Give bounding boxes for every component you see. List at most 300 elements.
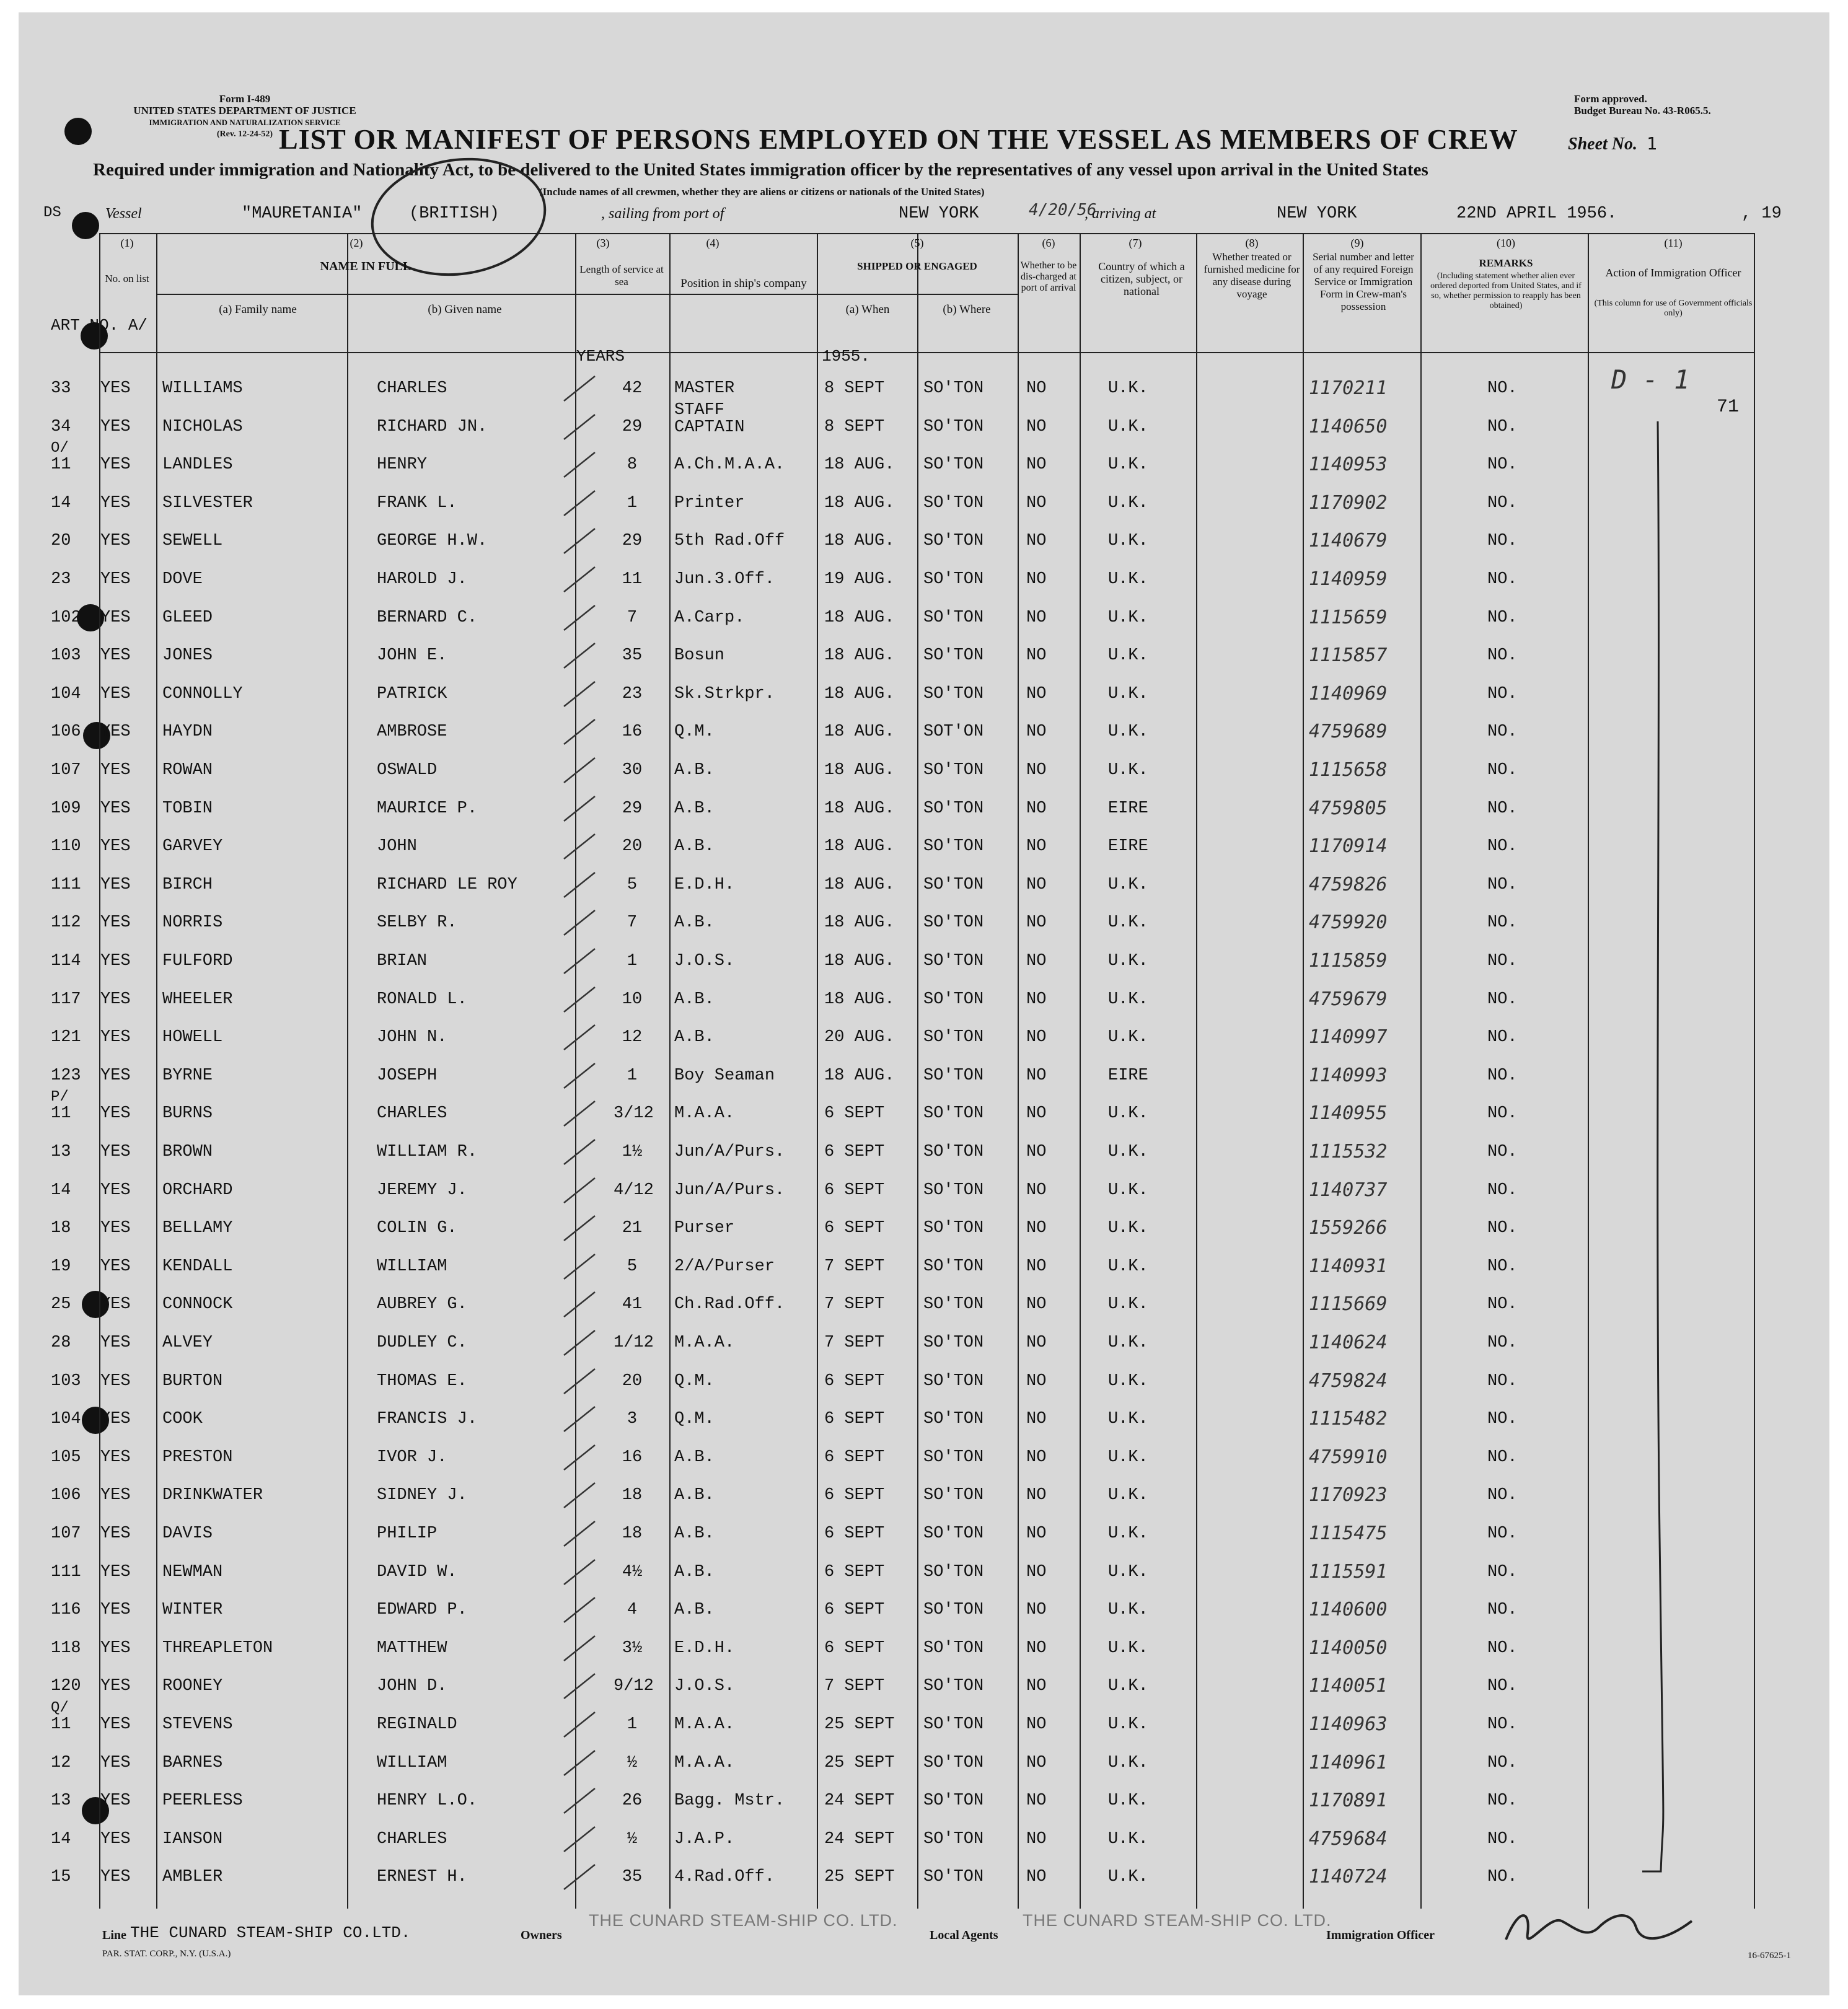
cell-length: 7: [627, 608, 638, 627]
sheet-number-block: [1568, 133, 1657, 154]
cell-where: SO'TON: [923, 1104, 984, 1123]
cell-given: CHARLES: [377, 1104, 447, 1123]
cell-serial: 1140737: [1309, 1179, 1388, 1201]
cell-remarks: NO.: [1487, 875, 1518, 894]
cell-serial: 1140050: [1309, 1637, 1388, 1659]
cell-serial: 1140961: [1309, 1751, 1388, 1774]
table-row: [19, 379, 1816, 404]
cell-disch: NO: [1026, 1180, 1047, 1200]
cell-family: KENDALL: [162, 1257, 233, 1276]
cell-given: WILLIAM: [377, 1257, 447, 1276]
cell-serial: 4759824: [1309, 1369, 1388, 1392]
cell-when: 18 AUG.: [824, 990, 895, 1009]
cell-disch: NO: [1026, 532, 1047, 551]
cell-where: SO'TON: [923, 532, 984, 551]
cell-disch: NO: [1026, 1104, 1047, 1123]
cell-when: 6 SEPT: [824, 1601, 885, 1620]
cell-remarks: NO.: [1487, 1143, 1518, 1161]
table-row: [19, 1524, 1816, 1549]
cell-disch: NO: [1026, 1753, 1047, 1772]
cell-length: 5: [627, 1257, 638, 1276]
cell-position: A.B.: [674, 1486, 715, 1505]
line-company: THE CUNARD STEAM-SHIP CO.LTD.: [130, 1923, 411, 1942]
cell-art: 15: [51, 1868, 71, 1887]
cell-remarks: NO.: [1487, 952, 1518, 970]
cell-length: 1/12: [614, 1334, 654, 1352]
officer-signature: [1494, 1902, 1704, 1958]
cell-disch: NO: [1026, 646, 1047, 666]
cell-position: Boy Seaman: [674, 1066, 775, 1085]
table-row: [19, 646, 1816, 671]
cell-position: Jun/A/Purs.: [674, 1180, 785, 1200]
cell-serial: 1115591: [1309, 1560, 1388, 1583]
cell-given: PATRICK: [377, 684, 447, 703]
cell-given: JOHN E.: [377, 646, 447, 666]
approval-block: [1574, 93, 1810, 116]
cell-country: U.K.: [1108, 723, 1148, 742]
cell-disch: NO: [1026, 1677, 1047, 1696]
cell-remarks: NO.: [1487, 761, 1518, 780]
cell-length: 16: [622, 1448, 643, 1467]
cell-where: SO'TON: [923, 1638, 984, 1658]
cell-where: SO'TON: [923, 455, 984, 475]
cell-country: U.K.: [1108, 455, 1148, 475]
cell-yes: YES: [100, 1829, 131, 1849]
owners-label: Owners: [521, 1928, 562, 1942]
cell-when: 18 AUG.: [824, 455, 895, 475]
cell-yes: YES: [100, 723, 131, 742]
cell-given: CHARLES: [377, 1829, 447, 1849]
cell-where: SO'TON: [923, 608, 984, 627]
cell-remarks: NO.: [1487, 379, 1518, 398]
cell-remarks: NO.: [1487, 646, 1518, 666]
cell-country: U.K.: [1108, 684, 1148, 703]
cell-position: 5th Rad.Off: [674, 532, 785, 551]
cell-where: SO'TON: [923, 684, 984, 703]
cell-position: MASTER: [674, 379, 735, 398]
col-head-when: (a) When: [845, 303, 890, 316]
cell-remarks: NO.: [1487, 1486, 1518, 1505]
col-head-remarks: REMARKS: [1479, 257, 1533, 269]
cell-position: A.B.: [674, 837, 715, 856]
form-approved: Form approved.: [1574, 93, 1647, 105]
cell-serial: 1115859: [1309, 950, 1388, 972]
table-row: [19, 761, 1816, 786]
table-row: [19, 1295, 1816, 1320]
form-code: 16-67625-1: [1748, 1951, 1791, 1961]
check-mark-icon: [558, 679, 601, 710]
cell-position: A.B.: [674, 1448, 715, 1467]
check-mark-icon: [558, 1594, 601, 1625]
table-row: [19, 1677, 1816, 1702]
check-mark-icon: [558, 1136, 601, 1167]
sheet-label: Sheet No.: [1568, 134, 1637, 154]
cell-country: U.K.: [1108, 1601, 1148, 1620]
cell-art: 106: [51, 723, 81, 742]
cell-serial: 1115658: [1309, 759, 1388, 781]
cell-where: SO'TON: [923, 837, 984, 856]
cell-where: SO'TON: [923, 1562, 984, 1581]
cell-when: 25 SEPT: [824, 1868, 895, 1887]
cell-family: WILLIAMS: [162, 379, 243, 398]
cell-length: 29: [622, 417, 643, 436]
cell-remarks: NO.: [1487, 1028, 1518, 1047]
cell-art: 118: [51, 1638, 81, 1658]
cell-country: U.K.: [1108, 1104, 1148, 1123]
vessel-flag: (BRITISH): [409, 204, 499, 223]
cell-disch: NO: [1026, 1257, 1047, 1276]
cell-serial: 4759826: [1309, 873, 1388, 895]
cell-length: 35: [622, 646, 643, 666]
cell-when: 18 AUG.: [824, 952, 895, 970]
cell-country: U.K.: [1108, 646, 1148, 666]
cell-remarks: NO.: [1487, 1638, 1518, 1658]
cell-disch: NO: [1026, 1219, 1047, 1238]
immigration-annotation: D - 1: [1611, 364, 1690, 395]
table-row: [19, 1410, 1816, 1435]
cell-country: EIRE: [1108, 799, 1148, 818]
check-mark-icon: [558, 831, 601, 862]
cell-remarks: NO.: [1487, 1410, 1518, 1429]
cell-when: 18 AUG.: [824, 493, 895, 512]
col-head-serial: Serial number and letter of any required Foreign Service or Immigration Form in Crew-man's possession: [1313, 251, 1414, 312]
col-num-3: (3): [596, 237, 610, 249]
cell-serial: 1170902: [1309, 491, 1388, 514]
check-mark-icon: [558, 602, 601, 633]
check-mark-icon: [558, 1862, 601, 1893]
cell-when: 18 AUG.: [824, 532, 895, 551]
cell-position: M.A.A.: [674, 1715, 735, 1734]
cell-yes: YES: [100, 1638, 131, 1658]
cell-position: Bosun: [674, 646, 725, 666]
cell-art: 116: [51, 1601, 81, 1620]
cell-country: U.K.: [1108, 1677, 1148, 1696]
cell-given: RONALD L.: [377, 990, 467, 1009]
cell-length: 18: [622, 1524, 643, 1543]
cell-country: U.K.: [1108, 913, 1148, 933]
cell-disch: NO: [1026, 952, 1047, 970]
cell-length: 3: [627, 1410, 638, 1429]
check-mark-icon: [558, 1175, 601, 1206]
agents-stamp: THE CUNARD STEAM-SHIP CO. LTD.: [1023, 1911, 1332, 1930]
cell-when: 25 SEPT: [824, 1715, 895, 1734]
cell-given: JOSEPH: [377, 1066, 438, 1085]
cell-position: Jun.3.Off.: [674, 570, 775, 589]
cell-serial: 1140993: [1309, 1064, 1388, 1086]
cell-remarks: NO.: [1487, 608, 1518, 627]
cell-country: U.K.: [1108, 379, 1148, 398]
table-row: [19, 873, 1816, 900]
budget-bureau: Budget Bureau No. 43-R065.5.: [1574, 105, 1711, 116]
cell-art: 14: [51, 1180, 71, 1200]
cell-yes: YES: [100, 1219, 131, 1238]
vessel-name: "MAURETANIA": [242, 204, 363, 223]
cell-when: 6 SEPT: [824, 1410, 885, 1429]
cell-family: BIRCH: [162, 875, 213, 894]
cell-remarks: NO.: [1487, 1868, 1518, 1887]
cell-family: THREAPLETON: [162, 1638, 273, 1658]
cell-country: U.K.: [1108, 1410, 1148, 1429]
cell-serial: 4759689: [1309, 721, 1388, 743]
cell-country: U.K.: [1108, 1791, 1148, 1811]
cell-length: 16: [622, 723, 643, 742]
table-row: [19, 1089, 1816, 1129]
cell-when: 18 AUG.: [824, 837, 895, 856]
cell-family: BARNES: [162, 1753, 223, 1772]
cell-art: 103: [51, 1371, 81, 1391]
table-row: [19, 1868, 1816, 1893]
cell-yes: YES: [100, 608, 131, 627]
cell-given: AMBROSE: [377, 723, 447, 742]
cell-serial: 1115857: [1309, 644, 1388, 667]
cell-serial: 1140600: [1309, 1599, 1388, 1621]
cell-length: ½: [627, 1753, 638, 1772]
cell-length: 3/12: [614, 1104, 654, 1123]
cell-remarks: NO.: [1487, 1448, 1518, 1467]
cell-position: A.B.: [674, 799, 715, 818]
cell-art: 102: [51, 608, 81, 627]
table-row: [19, 1257, 1816, 1282]
cell-art: 19: [51, 1257, 71, 1276]
cell-family: BURNS: [162, 1104, 213, 1123]
col-num-6: (6): [1042, 237, 1055, 249]
cell-position: Q.M.: [674, 1410, 715, 1429]
cell-yes: YES: [100, 1295, 131, 1314]
cell-art: 111: [51, 875, 81, 894]
cell-disch: NO: [1026, 455, 1047, 475]
table-row: [19, 837, 1816, 862]
cell-art: 114: [51, 952, 81, 970]
cell-length: 1½: [622, 1143, 643, 1161]
cell-family: NICHOLAS: [162, 417, 243, 436]
cell-position: Bagg. Mstr.: [674, 1791, 785, 1811]
check-mark-icon: [558, 1442, 601, 1473]
cell-given: SELBY R.: [377, 913, 457, 933]
cell-family: DOVE: [162, 570, 203, 589]
cell-family: HAYDN: [162, 723, 213, 742]
cell-country: U.K.: [1108, 952, 1148, 970]
cell-yes: YES: [100, 417, 131, 436]
col-head-position: Position in ship's company: [680, 277, 807, 290]
cell-remarks: NO.: [1487, 837, 1518, 856]
cell-yes: YES: [100, 1104, 131, 1123]
check-mark-icon: [558, 907, 601, 938]
cell-given: HENRY L.O.: [377, 1791, 478, 1811]
cell-given: MATTHEW: [377, 1638, 447, 1658]
cell-disch: NO: [1026, 1334, 1047, 1352]
cell-art: 12: [51, 1753, 71, 1772]
cell-when: 7 SEPT: [824, 1677, 885, 1696]
table-row: [19, 1448, 1816, 1473]
cell-where: SO'TON: [923, 646, 984, 666]
cell-length: 1: [627, 1715, 638, 1734]
service: IMMIGRATION AND NATURALIZATION SERVICE: [149, 118, 341, 127]
cell-position: M.A.A.: [674, 1753, 735, 1772]
handwritten-vertical-line: [1630, 421, 1679, 1884]
cell-serial: 1140931: [1309, 1255, 1388, 1277]
cell-family: ORCHARD: [162, 1180, 233, 1200]
cell-where: SO'TON: [923, 1753, 984, 1772]
cell-position: Jun/A/Purs.: [674, 1143, 785, 1161]
cell-where: SO'TON: [923, 1180, 984, 1200]
cell-art: 109: [51, 799, 81, 818]
cell-position: M.A.A.: [674, 1104, 735, 1123]
check-mark-icon: [558, 1709, 601, 1740]
page-subtitle: Required under immigration and Nationality Act, to be delivered to the United States immigration officer by the representatives of any vessel upon arrival in the United States: [93, 160, 1428, 180]
cell-yes: YES: [100, 493, 131, 512]
cell-given: BERNARD C.: [377, 608, 478, 627]
cell-art: 20: [51, 532, 71, 551]
cell-country: U.K.: [1108, 1753, 1148, 1772]
cell-where: SO'TON: [923, 1601, 984, 1620]
cell-remarks: NO.: [1487, 570, 1518, 589]
cell-family: SILVESTER: [162, 493, 253, 512]
cell-country: U.K.: [1108, 1143, 1148, 1161]
arriving-port: NEW YORK: [1277, 204, 1357, 223]
cell-yes: YES: [100, 1868, 131, 1887]
cell-disch: NO: [1026, 608, 1047, 627]
cell-yes: YES: [100, 532, 131, 551]
table-row: [19, 1028, 1816, 1053]
cell-position: J.O.S.: [674, 952, 735, 970]
section-prefix: P/: [51, 1089, 69, 1106]
cell-given: MAURICE P.: [377, 799, 478, 818]
cell-serial: 1140051: [1309, 1675, 1388, 1697]
cell-where: SO'TON: [923, 1257, 984, 1276]
cell-length: 23: [622, 684, 643, 703]
cell-where: SO'TON: [923, 1371, 984, 1391]
cell-length: 10: [622, 990, 643, 1009]
cell-given: OSWALD: [377, 761, 438, 780]
cell-serial: 4759920: [1309, 912, 1388, 934]
cell-given: JOHN: [377, 837, 417, 856]
page-count-note: 71: [1717, 397, 1740, 418]
cell-position: M.A.A.: [674, 1334, 735, 1352]
col-num-8: (8): [1245, 237, 1259, 249]
table-row: [19, 990, 1816, 1015]
cell-remarks: NO.: [1487, 990, 1518, 1009]
col-head-length: Length of service at sea: [579, 263, 664, 288]
cell-disch: NO: [1026, 990, 1047, 1009]
cell-when: 25 SEPT: [824, 1753, 895, 1772]
cell-country: U.K.: [1108, 1715, 1148, 1734]
check-mark-icon: [558, 1060, 601, 1091]
cell-when: 18 AUG.: [824, 723, 895, 742]
section-prefix: Q/: [51, 1700, 69, 1717]
check-mark-icon: [558, 488, 601, 519]
cell-serial: 4759805: [1309, 797, 1388, 819]
cell-when: 18 AUG.: [824, 684, 895, 703]
cell-family: DAVIS: [162, 1524, 213, 1543]
cell-art: 28: [51, 1334, 71, 1352]
table-row: [19, 1143, 1816, 1167]
check-mark-icon: [558, 946, 601, 977]
cell-art: 111: [51, 1562, 81, 1581]
cell-country: U.K.: [1108, 1829, 1148, 1849]
cell-position: Purser: [674, 1219, 735, 1238]
arrival-date: 22ND APRIL 1956.: [1456, 204, 1617, 223]
cell-position: A.B.: [674, 1601, 715, 1620]
cell-family: NORRIS: [162, 913, 223, 933]
cell-given: ERNEST H.: [377, 1868, 467, 1887]
cell-length: 1: [627, 952, 638, 970]
cell-length: 26: [622, 1791, 643, 1811]
cell-remarks: NO.: [1487, 913, 1518, 933]
cell-art: 18: [51, 1219, 71, 1238]
col-head-given-name: (b) Given name: [428, 303, 502, 316]
sailing-from-label: , sailing from port of: [601, 206, 724, 222]
cell-when: 6 SEPT: [824, 1104, 885, 1123]
check-mark-icon: [558, 716, 601, 747]
check-mark-icon: [558, 1785, 601, 1816]
cell-when: 24 SEPT: [824, 1829, 895, 1849]
cell-when: 6 SEPT: [824, 1486, 885, 1505]
cell-family: AMBLER: [162, 1868, 223, 1887]
cell-where: SO'TON: [923, 1066, 984, 1085]
cell-disch: NO: [1026, 913, 1047, 933]
immigration-officer-label: Immigration Officer: [1326, 1928, 1435, 1942]
check-mark-icon: [558, 1022, 601, 1053]
cell-position: 4.Rad.Off.: [674, 1868, 775, 1887]
cell-family: WHEELER: [162, 990, 233, 1009]
cell-given: JEREMY J.: [377, 1180, 467, 1200]
cell-remarks: NO.: [1487, 1601, 1518, 1620]
cell-disch: NO: [1026, 1601, 1047, 1620]
cell-art: 13: [51, 1791, 71, 1811]
table-row: [19, 1827, 1816, 1855]
cell-art: 34: [51, 417, 71, 436]
check-mark-icon: [558, 1404, 601, 1435]
punch-hole: [64, 118, 92, 145]
cell-country: U.K.: [1108, 875, 1148, 894]
cell-family: BROWN: [162, 1143, 213, 1161]
col-head-list-no: No. on list: [105, 273, 149, 284]
cell-country: U.K.: [1108, 1486, 1148, 1505]
cell-when: 7 SEPT: [824, 1295, 885, 1314]
check-mark-icon: [558, 1289, 601, 1320]
table-row: [19, 952, 1816, 977]
cell-remarks: NO.: [1487, 1829, 1518, 1849]
cell-position: 2/A/Purser: [674, 1257, 775, 1276]
cell-given: BRIAN: [377, 952, 428, 970]
cell-family: HOWELL: [162, 1028, 223, 1047]
cell-remarks: NO.: [1487, 1677, 1518, 1696]
cell-family: PEERLESS: [162, 1791, 243, 1811]
cell-remarks: NO.: [1487, 1104, 1518, 1123]
cell-family: ROWAN: [162, 761, 213, 780]
cell-country: U.K.: [1108, 990, 1148, 1009]
cell-when: 8 SEPT: [824, 379, 885, 398]
cell-remarks: NO.: [1487, 1562, 1518, 1581]
cell-art: 14: [51, 493, 71, 512]
cell-disch: NO: [1026, 1295, 1047, 1314]
cell-art: 103: [51, 646, 81, 666]
cell-given: IVOR J.: [377, 1448, 447, 1467]
cell-where: SO'TON: [923, 493, 984, 512]
check-mark-icon: [558, 793, 601, 824]
cell-where: SO'TON: [923, 417, 984, 436]
cell-where: SO'TON: [923, 990, 984, 1009]
cell-given: THOMAS E.: [377, 1371, 467, 1391]
cell-given: HENRY: [377, 455, 428, 475]
cell-yes: YES: [100, 1753, 131, 1772]
table-row: [19, 1639, 1816, 1664]
cell-yes: YES: [100, 1486, 131, 1505]
cell-serial: 1140997: [1309, 1026, 1388, 1048]
cell-position: J.O.S.: [674, 1677, 735, 1696]
cell-serial: 1559266: [1309, 1217, 1388, 1239]
cell-where: SO'TON: [923, 1143, 984, 1161]
